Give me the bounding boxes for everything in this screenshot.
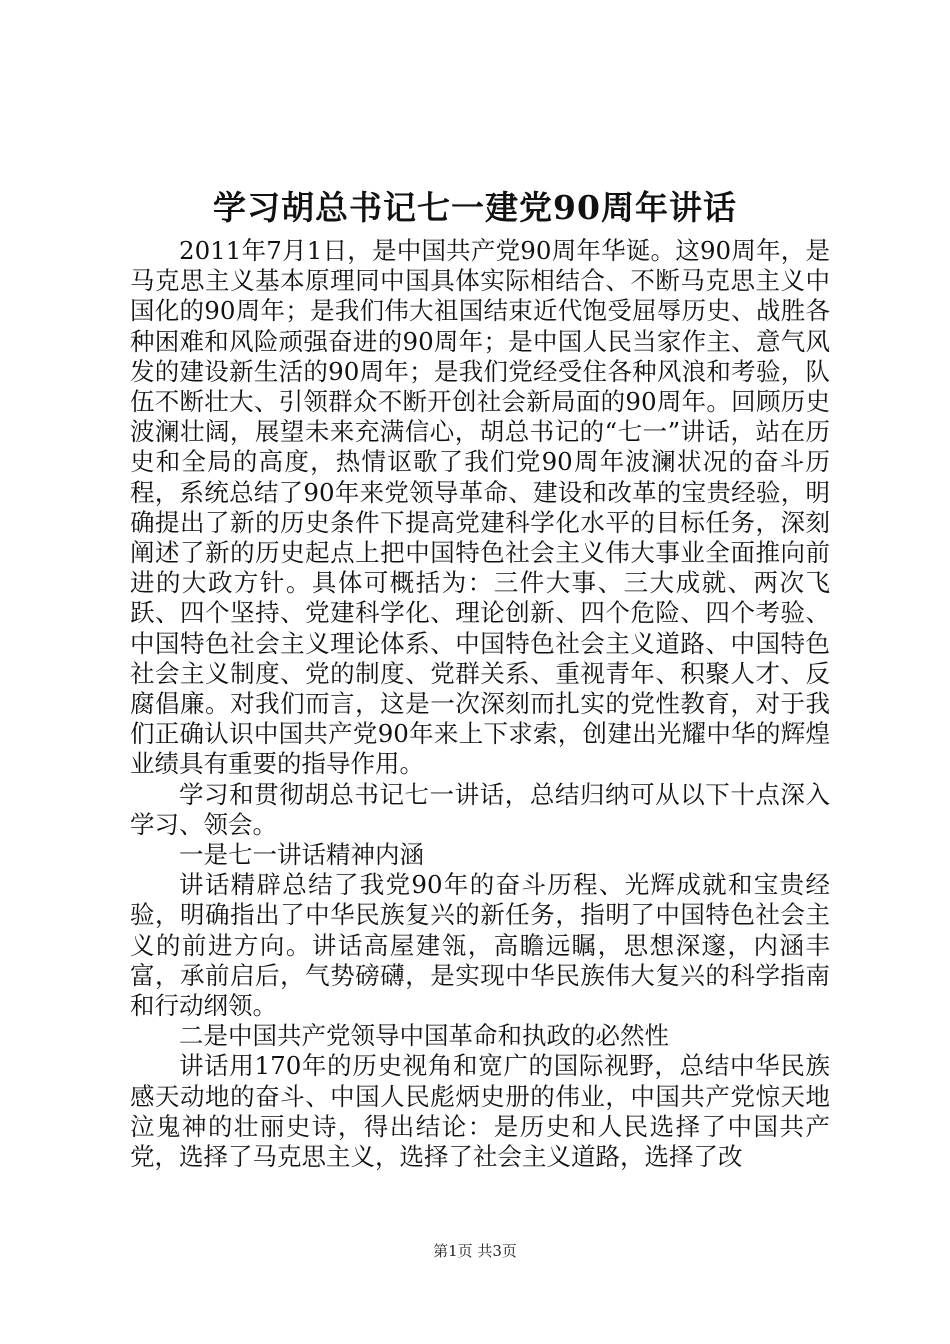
section-heading-1: 一是七一讲话精神内涵 [179, 840, 424, 870]
page-footer: 第1页 共3页 [433, 1242, 517, 1260]
paragraph-section-2: 讲话用170年的历史视角和宽广的国际视野，总结中华民族感天动地的奋斗、中国人民彪炳史册的伟业，中国共产党惊天地泣鬼神的壮丽史诗，得出结论：是历史和人民选择了中国共产党，选择了马克思主义，选择了社会主义道路，选择了改 [130, 1051, 830, 1172]
document-title: 学习胡总书记七一建党90周年讲话 [213, 188, 737, 227]
paragraph-section-1: 讲话精辟总结了我党90年的奋斗历程、光辉成就和宝贵经验，明确指出了中华民族复兴的新任务，指明了中国特色社会主义的前进方向。讲话高屋建瓴，高瞻远瞩，思想深邃，内涵丰富，承前启后，气势磅礴，是实现中华民族伟大复兴的科学指南和行动纲领。 [130, 870, 830, 1021]
paragraph-intro: 2011年7月1日，是中国共产党90周年华诞。这90周年，是马克思主义基本原理同中国具体实际相结合、不断马克思主义中国化的90周年；是我们伟大祖国结束近代饱受屈辱历史、战胜各种困难和风险顽强奋进的90周年；是中国人民当家作主、意气风发的建设新生活的90周年；是我们党经受住各种风浪和考验，队伍不断壮大、引领群众不断开创社会新局面的90周年。回顾历史波澜壮阔，展望未来充满信心，胡总书记的“七一”讲话，站在历史和全局的高度，热情讴歌了我们党90周年波澜状况的奋斗历程，系统总结了90年来党领导革命、建设和改革的宝贵经验，明确提出了新的历史条件下提高党建科学化水平的目标任务，深刻阐述了新的历史起点上把中国特色社会主义伟大事业全面推向前进的大政方针。具体可概括为：三件大事、三大成就、两次飞跃、四个坚持、党建科学化、理论创新、四个危险、四个考验、中国特色社会主义理论体系、中国特色社会主义道路、中国特色社会主义制度、党的制度、党群关系、重视青年、积聚人才、反腐倡廉。对我们而言，这是一次深刻而扎实的党性教育，对于我们正确认识中国共产党90年来上下求索，创建出光耀中华的辉煌业绩具有重要的指导作用。 [130, 236, 830, 779]
paragraph-study-outline: 学习和贯彻胡总书记七一讲话，总结归纳可从以下十点深入学习、领会。 [130, 779, 830, 839]
document-body [130, 236, 830, 1172]
section-heading-2: 二是中国共产党领导中国革命和执政的必然性 [179, 1021, 669, 1051]
